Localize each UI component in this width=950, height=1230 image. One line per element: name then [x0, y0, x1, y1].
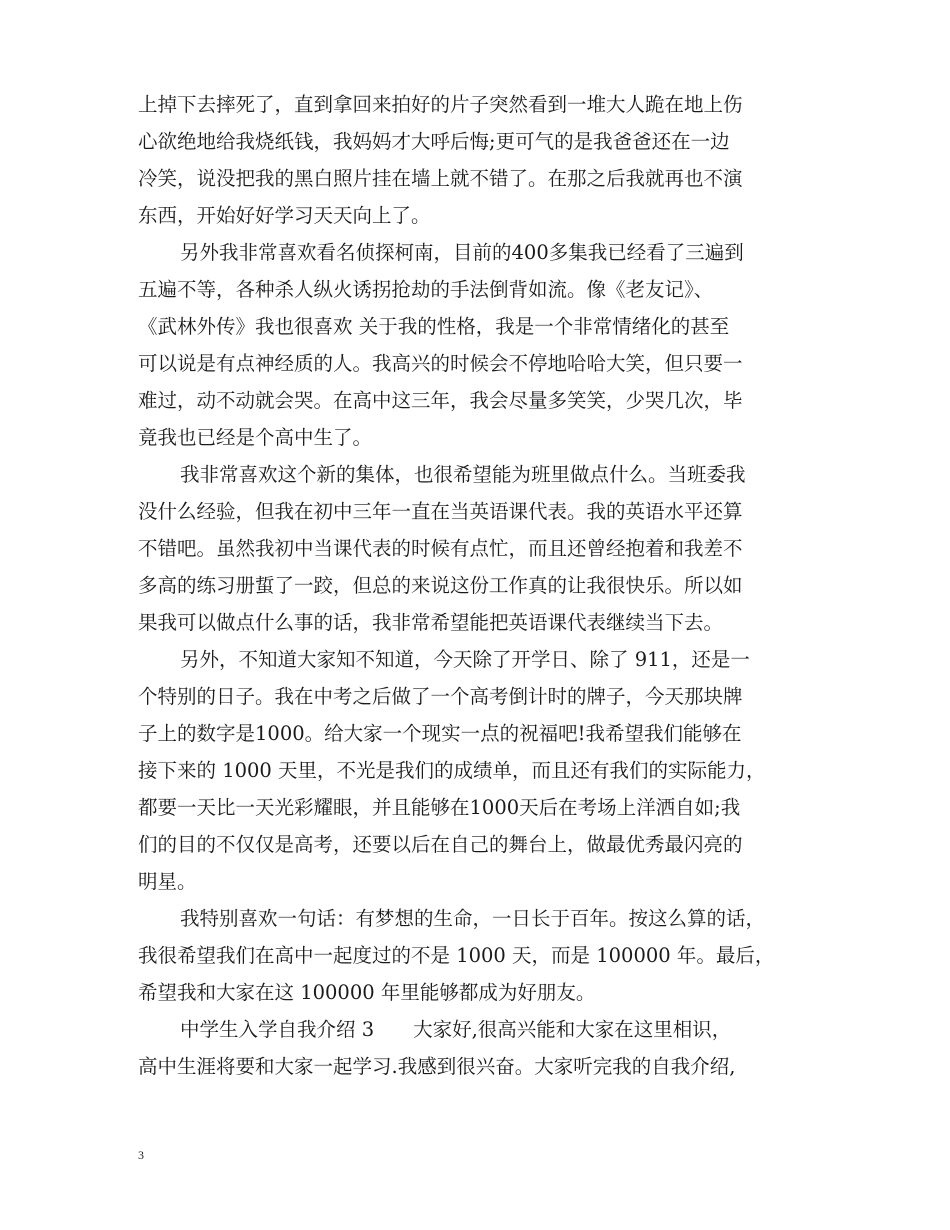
text-line: 多高的练习册蜇了一跤，但总的来说这份工作真的让我很快乐。所以如 — [138, 574, 743, 597]
text-line: 不错吧。虽然我初中当课代表的时候有点忙，而且还曾经抱着和我差不 — [138, 537, 743, 560]
paragraph-start-line: 另外我非常喜欢看名侦探柯南，目前的400多集我已经看了三遍到 — [180, 241, 744, 264]
text-line: 接下来的 1000 天里，不光是我们的成绩单，而且还有我们的实际能力， — [138, 759, 766, 782]
text-line: 果我可以做点什么事的话，我非常希望能把英语课代表继续当下去。 — [138, 611, 724, 634]
text-line: 明星。 — [138, 870, 197, 893]
text-line: 希望我和大家在这 100000 年里能够都成为好朋友。 — [138, 981, 596, 1004]
paragraph-start-line: 另外，不知道大家知不知道，今天除了开学日、除了 911，还是一 — [180, 648, 750, 671]
text-line: 高中生涯将要和大家一起学习.我感到很兴奋。大家听完我的自我介绍, — [138, 1055, 736, 1078]
text-line: 都要一天比一天光彩耀眼，并且能够在1000天后在考场上洋洒自如;我 — [138, 796, 741, 819]
paragraph-start-line: 我特别喜欢一句话：有梦想的生命，一日长于百年。按这么算的话， — [180, 907, 766, 930]
body-text — [138, 86, 838, 1085]
text-line: 竟我也已经是个高中生了。 — [138, 426, 373, 449]
text-line: 可以说是有点神经质的人。我高兴的时候会不停地哈哈大笑，但只要一 — [138, 352, 743, 375]
text-line: 心欲绝地给我烧纸钱，我妈妈才大呼后悔;更可气的是我爸爸还在一边 — [138, 130, 730, 153]
text-line: 《武林外传》我也很喜欢 关于我的性格，我是一个非常情绪化的甚至 — [138, 315, 730, 338]
text-line: 东西，开始好好学习天天向上了。 — [138, 204, 431, 227]
text-line: 冷笑，说没把我的黑白照片挂在墙上就不错了。在那之后我就再也不演 — [138, 167, 743, 190]
text-line: 难过，动不动就会哭。在高中这三年，我会尽量多笑笑，少哭几次，毕 — [138, 389, 743, 412]
text-line: 我很希望我们在高中一起度过的不是 1000 天，而是 100000 年。最后， — [138, 944, 775, 967]
text-line: 个特别的日子。我在中考之后做了一个高考倒计时的牌子，今天那块牌 — [138, 685, 743, 708]
text-line: 子上的数字是1000。给大家一个现实一点的祝福吧!我希望我们能够在 — [138, 722, 742, 745]
paragraph-start-line: 中学生入学自我介绍 3 大家好,很高兴能和大家在这里相识， — [180, 1018, 732, 1041]
text-line: 没什么经验，但我在初中三年一直在当英语课代表。我的英语水平还算 — [138, 500, 743, 523]
text-line: 五遍不等，各种杀人纵火诱拐抢劫的手法倒背如流。像《老友记》、 — [138, 278, 714, 301]
text-line: 们的目的不仅仅是高考，还要以后在自己的舞台上，做最优秀最闪亮的 — [138, 833, 743, 856]
text-line: 上掉下去摔死了，直到拿回来拍好的片子突然看到一堆大人跪在地上伤 — [138, 93, 743, 116]
page-number: 3 — [138, 1148, 144, 1162]
paragraph-start-line: 我非常喜欢这个新的集体，也很希望能为班里做点什么。当班委我 — [180, 463, 746, 486]
